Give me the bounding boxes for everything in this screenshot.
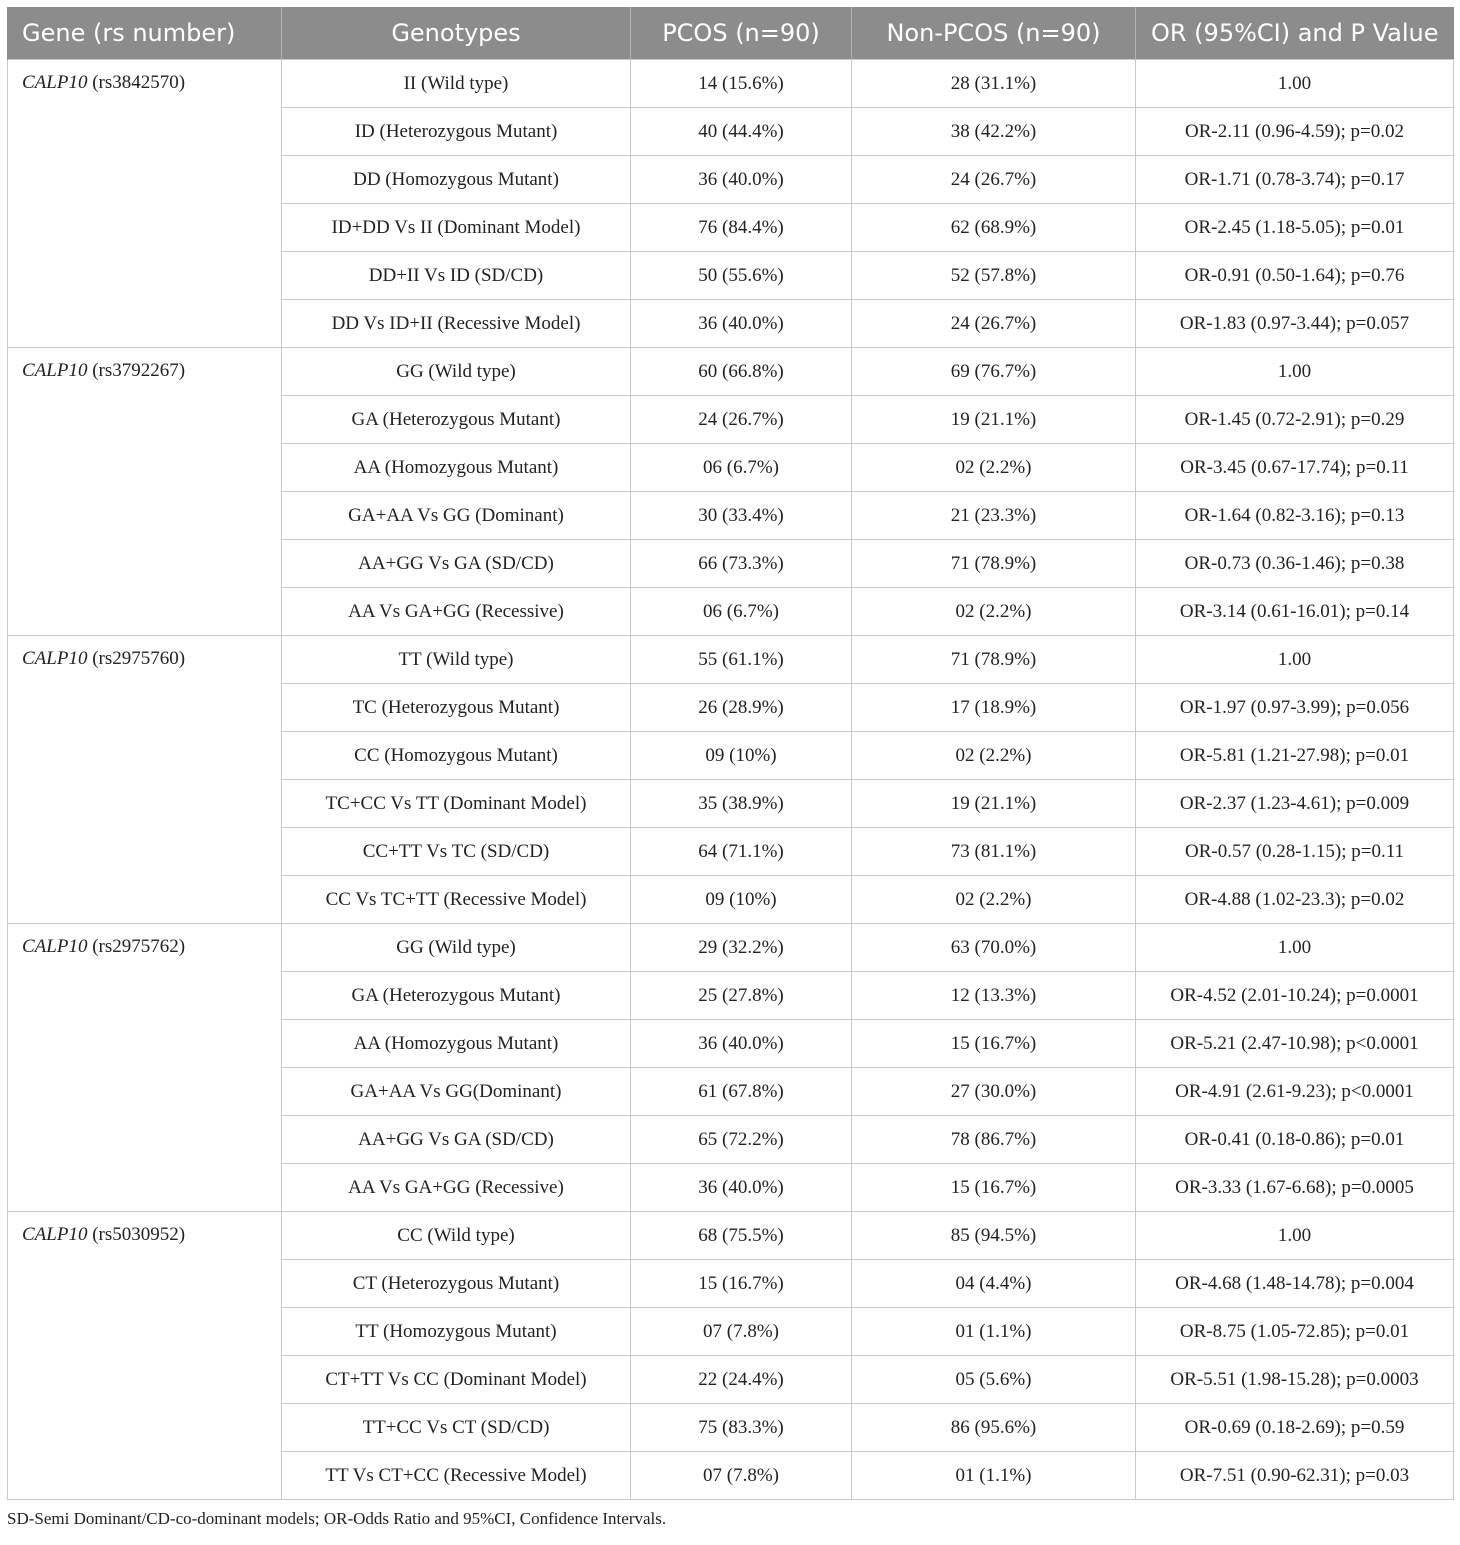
non-pcos-cell: 69 (76.7%)	[852, 348, 1136, 396]
genotype-cell: AA (Homozygous Mutant)	[282, 1020, 631, 1068]
or-p-value-cell: 1.00	[1136, 348, 1454, 396]
or-p-value-cell: OR-1.45 (0.72-2.91); p=0.29	[1136, 396, 1454, 444]
non-pcos-cell: 17 (18.9%)	[852, 684, 1136, 732]
genotype-cell: GG (Wild type)	[282, 348, 631, 396]
or-p-value-cell: OR-0.73 (0.36-1.46); p=0.38	[1136, 540, 1454, 588]
table-body	[8, 60, 1454, 1500]
non-pcos-cell: 73 (81.1%)	[852, 828, 1136, 876]
pcos-cell: 36 (40.0%)	[631, 1020, 852, 1068]
genotype-cell: TT (Wild type)	[282, 636, 631, 684]
non-pcos-cell: 02 (2.2%)	[852, 444, 1136, 492]
non-pcos-cell: 02 (2.2%)	[852, 876, 1136, 924]
pcos-cell: 68 (75.5%)	[631, 1212, 852, 1260]
or-p-value-cell: OR-0.91 (0.50-1.64); p=0.76	[1136, 252, 1454, 300]
genotype-cell: AA+GG Vs GA (SD/CD)	[282, 1116, 631, 1164]
pcos-cell: 61 (67.8%)	[631, 1068, 852, 1116]
genotype-cell: AA Vs GA+GG (Recessive)	[282, 1164, 631, 1212]
gene-name: CALP10	[22, 648, 88, 669]
or-p-value-cell: OR-2.37 (1.23-4.61); p=0.009	[1136, 780, 1454, 828]
genotype-cell: II (Wild type)	[282, 60, 631, 108]
non-pcos-cell: 19 (21.1%)	[852, 396, 1136, 444]
genotype-cell: CC (Wild type)	[282, 1212, 631, 1260]
table-container	[7, 7, 1453, 1529]
pcos-cell: 64 (71.1%)	[631, 828, 852, 876]
genotype-cell: TT+CC Vs CT (SD/CD)	[282, 1404, 631, 1452]
or-p-value-cell: OR-2.11 (0.96-4.59); p=0.02	[1136, 108, 1454, 156]
gene-cell	[8, 60, 282, 348]
gene-cell	[8, 348, 282, 636]
non-pcos-cell: 85 (94.5%)	[852, 1212, 1136, 1260]
non-pcos-cell: 01 (1.1%)	[852, 1308, 1136, 1356]
or-p-value-cell: OR-1.83 (0.97-3.44); p=0.057	[1136, 300, 1454, 348]
or-p-value-cell: 1.00	[1136, 636, 1454, 684]
rs-number: (rs3792267)	[92, 360, 186, 381]
or-p-value-cell: OR-4.52 (2.01-10.24); p=0.0001	[1136, 972, 1454, 1020]
genotype-cell: TC+CC Vs TT (Dominant Model)	[282, 780, 631, 828]
header-or-p-value: OR (95%CI) and P Value	[1136, 7, 1454, 60]
pcos-cell: 40 (44.4%)	[631, 108, 852, 156]
or-p-value-cell: OR-0.41 (0.18-0.86); p=0.01	[1136, 1116, 1454, 1164]
genotype-cell: GA+AA Vs GG(Dominant)	[282, 1068, 631, 1116]
genotype-cell: CT (Heterozygous Mutant)	[282, 1260, 631, 1308]
pcos-cell: 30 (33.4%)	[631, 492, 852, 540]
pcos-cell: 25 (27.8%)	[631, 972, 852, 1020]
pcos-cell: 09 (10%)	[631, 876, 852, 924]
pcos-cell: 09 (10%)	[631, 732, 852, 780]
or-p-value-cell: OR-0.57 (0.28-1.15); p=0.11	[1136, 828, 1454, 876]
pcos-cell: 29 (32.2%)	[631, 924, 852, 972]
pcos-cell: 24 (26.7%)	[631, 396, 852, 444]
pcos-cell: 36 (40.0%)	[631, 156, 852, 204]
pcos-cell: 14 (15.6%)	[631, 60, 852, 108]
non-pcos-cell: 71 (78.9%)	[852, 636, 1136, 684]
or-p-value-cell: OR-5.21 (2.47-10.98); p<0.0001	[1136, 1020, 1454, 1068]
or-p-value-cell: 1.00	[1136, 1212, 1454, 1260]
or-p-value-cell: 1.00	[1136, 60, 1454, 108]
pcos-cell: 76 (84.4%)	[631, 204, 852, 252]
or-p-value-cell: OR-4.91 (2.61-9.23); p<0.0001	[1136, 1068, 1454, 1116]
header-pcos: PCOS (n=90)	[631, 7, 852, 60]
genotype-cell: CT+TT Vs CC (Dominant Model)	[282, 1356, 631, 1404]
pcos-cell: 22 (24.4%)	[631, 1356, 852, 1404]
pcos-cell: 07 (7.8%)	[631, 1452, 852, 1500]
non-pcos-cell: 15 (16.7%)	[852, 1164, 1136, 1212]
or-p-value-cell: OR-8.75 (1.05-72.85); p=0.01	[1136, 1308, 1454, 1356]
header-gene: Gene (rs number)	[8, 7, 282, 60]
header-non-pcos: Non-PCOS (n=90)	[852, 7, 1136, 60]
or-p-value-cell: OR-5.51 (1.98-15.28); p=0.0003	[1136, 1356, 1454, 1404]
or-p-value-cell: OR-2.45 (1.18-5.05); p=0.01	[1136, 204, 1454, 252]
genotype-cell: CC+TT Vs TC (SD/CD)	[282, 828, 631, 876]
non-pcos-cell: 19 (21.1%)	[852, 780, 1136, 828]
non-pcos-cell: 05 (5.6%)	[852, 1356, 1136, 1404]
pcos-cell: 75 (83.3%)	[631, 1404, 852, 1452]
non-pcos-cell: 62 (68.9%)	[852, 204, 1136, 252]
pcos-cell: 35 (38.9%)	[631, 780, 852, 828]
genotype-cell: ID (Heterozygous Mutant)	[282, 108, 631, 156]
genotype-cell: DD+II Vs ID (SD/CD)	[282, 252, 631, 300]
pcos-cell: 07 (7.8%)	[631, 1308, 852, 1356]
pcos-cell: 15 (16.7%)	[631, 1260, 852, 1308]
non-pcos-cell: 02 (2.2%)	[852, 588, 1136, 636]
genotype-cell: GA+AA Vs GG (Dominant)	[282, 492, 631, 540]
genotype-cell: AA Vs GA+GG (Recessive)	[282, 588, 631, 636]
or-p-value-cell: OR-1.97 (0.97-3.99); p=0.056	[1136, 684, 1454, 732]
header-row	[8, 7, 1454, 60]
or-p-value-cell: OR-3.33 (1.67-6.68); p=0.0005	[1136, 1164, 1454, 1212]
non-pcos-cell: 02 (2.2%)	[852, 732, 1136, 780]
gene-name: CALP10	[22, 936, 88, 957]
or-p-value-cell: OR-5.81 (1.21-27.98); p=0.01	[1136, 732, 1454, 780]
or-p-value-cell: OR-4.68 (1.48-14.78); p=0.004	[1136, 1260, 1454, 1308]
genotype-cell: DD (Homozygous Mutant)	[282, 156, 631, 204]
pcos-cell: 06 (6.7%)	[631, 588, 852, 636]
or-p-value-cell: 1.00	[1136, 924, 1454, 972]
non-pcos-cell: 52 (57.8%)	[852, 252, 1136, 300]
genotype-cell: ID+DD Vs II (Dominant Model)	[282, 204, 631, 252]
pcos-cell: 36 (40.0%)	[631, 300, 852, 348]
or-p-value-cell: OR-3.45 (0.67-17.74); p=0.11	[1136, 444, 1454, 492]
gene-cell	[8, 636, 282, 924]
genotype-cell: GA (Heterozygous Mutant)	[282, 396, 631, 444]
genotype-cell: DD Vs ID+II (Recessive Model)	[282, 300, 631, 348]
pcos-cell: 36 (40.0%)	[631, 1164, 852, 1212]
non-pcos-cell: 15 (16.7%)	[852, 1020, 1136, 1068]
pcos-cell: 66 (73.3%)	[631, 540, 852, 588]
header-genotypes: Genotypes	[282, 7, 631, 60]
non-pcos-cell: 04 (4.4%)	[852, 1260, 1136, 1308]
table-footnote: SD-Semi Dominant/CD-co-dominant models; OR-Odds Ratio and 95%CI, Confidence Intervals.	[7, 1509, 667, 1528]
genotype-cell: CC (Homozygous Mutant)	[282, 732, 631, 780]
non-pcos-cell: 24 (26.7%)	[852, 300, 1136, 348]
genotype-table	[7, 7, 1454, 1500]
non-pcos-cell: 86 (95.6%)	[852, 1404, 1136, 1452]
non-pcos-cell: 63 (70.0%)	[852, 924, 1136, 972]
non-pcos-cell: 78 (86.7%)	[852, 1116, 1136, 1164]
table-row	[8, 348, 1454, 396]
rs-number: (rs2975760)	[92, 648, 186, 669]
or-p-value-cell: OR-1.71 (0.78-3.74); p=0.17	[1136, 156, 1454, 204]
genotype-cell: AA (Homozygous Mutant)	[282, 444, 631, 492]
pcos-cell: 55 (61.1%)	[631, 636, 852, 684]
or-p-value-cell: OR-4.88 (1.02-23.3); p=0.02	[1136, 876, 1454, 924]
genotype-cell: TC (Heterozygous Mutant)	[282, 684, 631, 732]
rs-number: (rs5030952)	[92, 1224, 186, 1245]
pcos-cell: 26 (28.9%)	[631, 684, 852, 732]
gene-name: CALP10	[22, 360, 88, 381]
rs-number: (rs2975762)	[92, 936, 186, 957]
gene-cell	[8, 924, 282, 1212]
genotype-cell: TT (Homozygous Mutant)	[282, 1308, 631, 1356]
or-p-value-cell: OR-1.64 (0.82-3.16); p=0.13	[1136, 492, 1454, 540]
non-pcos-cell: 21 (23.3%)	[852, 492, 1136, 540]
gene-name: CALP10	[22, 1224, 88, 1245]
gene-name: CALP10	[22, 72, 88, 93]
genotype-cell: CC Vs TC+TT (Recessive Model)	[282, 876, 631, 924]
pcos-cell: 65 (72.2%)	[631, 1116, 852, 1164]
or-p-value-cell: OR-0.69 (0.18-2.69); p=0.59	[1136, 1404, 1454, 1452]
non-pcos-cell: 12 (13.3%)	[852, 972, 1136, 1020]
non-pcos-cell: 27 (30.0%)	[852, 1068, 1136, 1116]
gene-cell	[8, 1212, 282, 1500]
table-row	[8, 60, 1454, 108]
non-pcos-cell: 24 (26.7%)	[852, 156, 1136, 204]
table-row	[8, 636, 1454, 684]
or-p-value-cell: OR-7.51 (0.90-62.31); p=0.03	[1136, 1452, 1454, 1500]
or-p-value-cell: OR-3.14 (0.61-16.01); p=0.14	[1136, 588, 1454, 636]
pcos-cell: 50 (55.6%)	[631, 252, 852, 300]
genotype-cell: TT Vs CT+CC (Recessive Model)	[282, 1452, 631, 1500]
pcos-cell: 60 (66.8%)	[631, 348, 852, 396]
table-row	[8, 1212, 1454, 1260]
non-pcos-cell: 71 (78.9%)	[852, 540, 1136, 588]
genotype-cell: GG (Wild type)	[282, 924, 631, 972]
non-pcos-cell: 01 (1.1%)	[852, 1452, 1136, 1500]
non-pcos-cell: 38 (42.2%)	[852, 108, 1136, 156]
pcos-cell: 06 (6.7%)	[631, 444, 852, 492]
non-pcos-cell: 28 (31.1%)	[852, 60, 1136, 108]
rs-number: (rs3842570)	[92, 72, 186, 93]
genotype-cell: AA+GG Vs GA (SD/CD)	[282, 540, 631, 588]
table-row	[8, 924, 1454, 972]
genotype-cell: GA (Heterozygous Mutant)	[282, 972, 631, 1020]
